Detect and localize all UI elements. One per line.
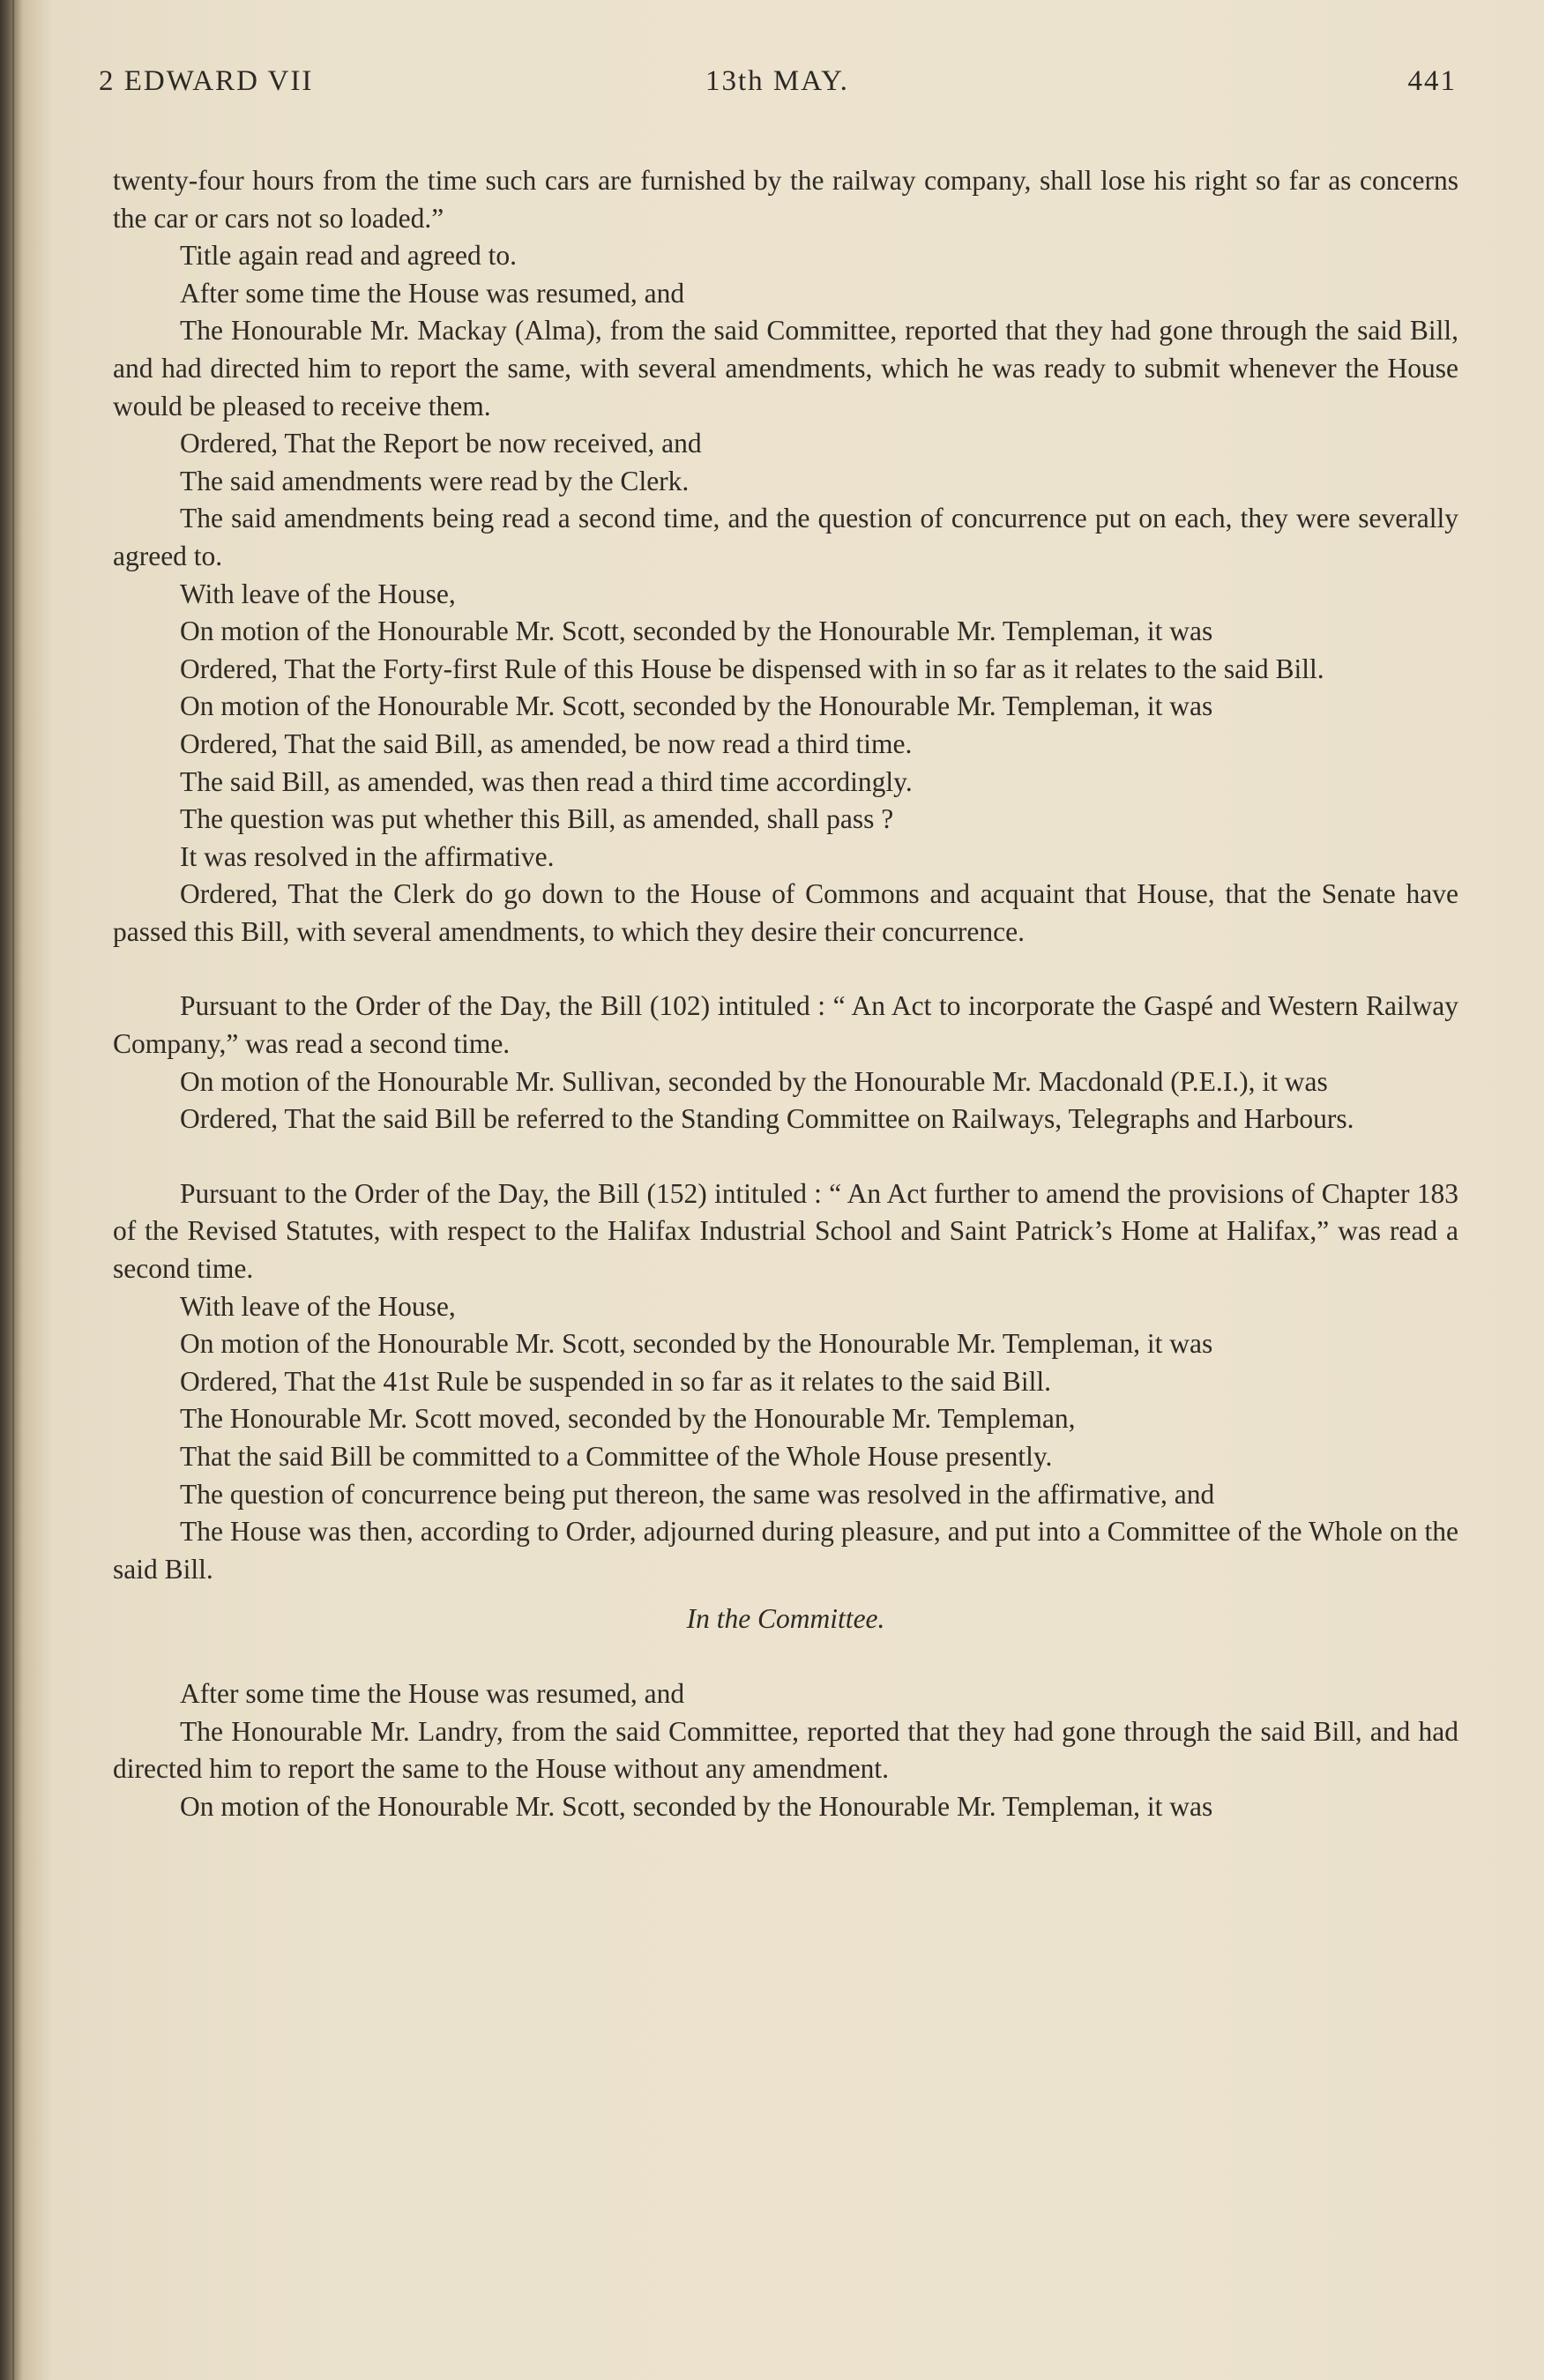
paragraph: The said Bill, as amended, was then read a third time accordingly. xyxy=(180,765,913,797)
paragraph: Ordered, That the Clerk do go down to the House of Commons and acquaint that House, that the Senate have passed this Bill, with several amendments, to which they desire their concurrence. xyxy=(113,878,1458,947)
paragraph: After some time the House was resumed, and xyxy=(180,277,685,309)
paragraph: The Honourable Mr. Landry, from the said Committee, reported that they had gone through the said Bill, and had directed him to report the same to the House without any amendment. xyxy=(113,1715,1458,1785)
section-spacer xyxy=(113,1138,1458,1175)
paragraph: With leave of the House, xyxy=(180,1290,456,1322)
paragraph: On motion of the Honourable Mr. Scott, seconded by the Honourable Mr. Templeman, it was xyxy=(180,1790,1213,1822)
journal-body xyxy=(113,162,1458,1825)
paragraph: It was resolved in the affirmative. xyxy=(180,840,555,872)
section-heading: In the Committee. xyxy=(686,1603,885,1635)
paragraph: On motion of the Honourable Mr. Scott, seconded by the Honourable Mr. Templeman, it was xyxy=(180,690,1213,722)
binding-gutter xyxy=(12,0,14,2380)
section-spacer xyxy=(113,951,1458,988)
paragraph: The House was then, according to Order, adjourned during pleasure, and put into a Committee of the Whole on the said Bill. xyxy=(113,1516,1458,1585)
paragraph: Ordered, That the said Bill be referred to the Standing Committee on Railways, Telegraphs and Harbours. xyxy=(180,1103,1354,1135)
paragraph: The said amendments being read a second time, and the question of concurrence put on each, they were severally agreed to. xyxy=(113,503,1458,571)
paragraph: The Honourable Mr. Scott moved, seconded by the Honourable Mr. Templeman, xyxy=(180,1403,1076,1435)
paragraph: That the said Bill be committed to a Committee of the Whole House presently. xyxy=(180,1441,1053,1472)
paragraph: The said amendments were read by the Clerk. xyxy=(180,465,690,496)
paragraph: Title again read and agreed to. xyxy=(180,240,517,272)
paragraph: twenty-four hours from the time such cars are furnished by the railway company, shall lose his right so far as concerns the car or cars not so loaded.” xyxy=(113,165,1458,234)
paragraph: On motion of the Honourable Mr. Scott, seconded by the Honourable Mr. Templeman, it was xyxy=(180,1328,1213,1360)
paragraph: The question was put whether this Bill, as amended, shall pass ? xyxy=(180,803,894,835)
paragraph: On motion of the Honourable Mr. Sullivan, seconded by the Honourable Mr. Macdonald (P.E.I.), it was xyxy=(180,1065,1328,1097)
paragraph: After some time the House was resumed, and xyxy=(180,1677,685,1709)
paragraph: Pursuant to the Order of the Day, the Bill (102) intituled : “ An Act to incorporate the Gaspé and Western Railway Company,” was read a second time. xyxy=(113,990,1458,1060)
paragraph: With leave of the House, xyxy=(180,578,456,609)
paragraph: Pursuant to the Order of the Day, the Bill (152) intituled : “ An Act further to amend the provisions of Chapter 183 of the Revised Statutes, with respect to the Halifax Industrial School and Saint Patrick’s Home at Halifax,” was read a second time. xyxy=(113,1177,1458,1285)
paragraph: Ordered, That the said Bill, as amended, be now read a third time. xyxy=(180,727,913,759)
paragraph: On motion of the Honourable Mr. Scott, seconded by the Honourable Mr. Templeman, it was xyxy=(180,616,1213,647)
page-number: 441 xyxy=(1407,65,1457,97)
header-date: 13th MAY. xyxy=(705,65,849,97)
paragraph: Ordered, That the Forty-first Rule of this House be dispensed with in so far as it relates to the said Bill. xyxy=(180,653,1324,684)
paragraph: The Honourable Mr. Mackay (Alma), from the said Committee, reported that they had gone through the said Bill, and had directed him to report the same, with several amendments, which he was ready to submit whenever the House would be pleased to receive them. xyxy=(113,315,1458,422)
header-regnal-year: 2 EDWARD VII xyxy=(99,65,314,97)
paragraph: Ordered, That the Report be now received, and xyxy=(180,428,702,459)
paragraph: Ordered, That the 41st Rule be suspended in so far as it relates to the said Bill. xyxy=(180,1365,1051,1397)
running-header xyxy=(99,65,1457,109)
paragraph: The question of concurrence being put thereon, the same was resolved in the affirmative, and xyxy=(180,1478,1215,1510)
